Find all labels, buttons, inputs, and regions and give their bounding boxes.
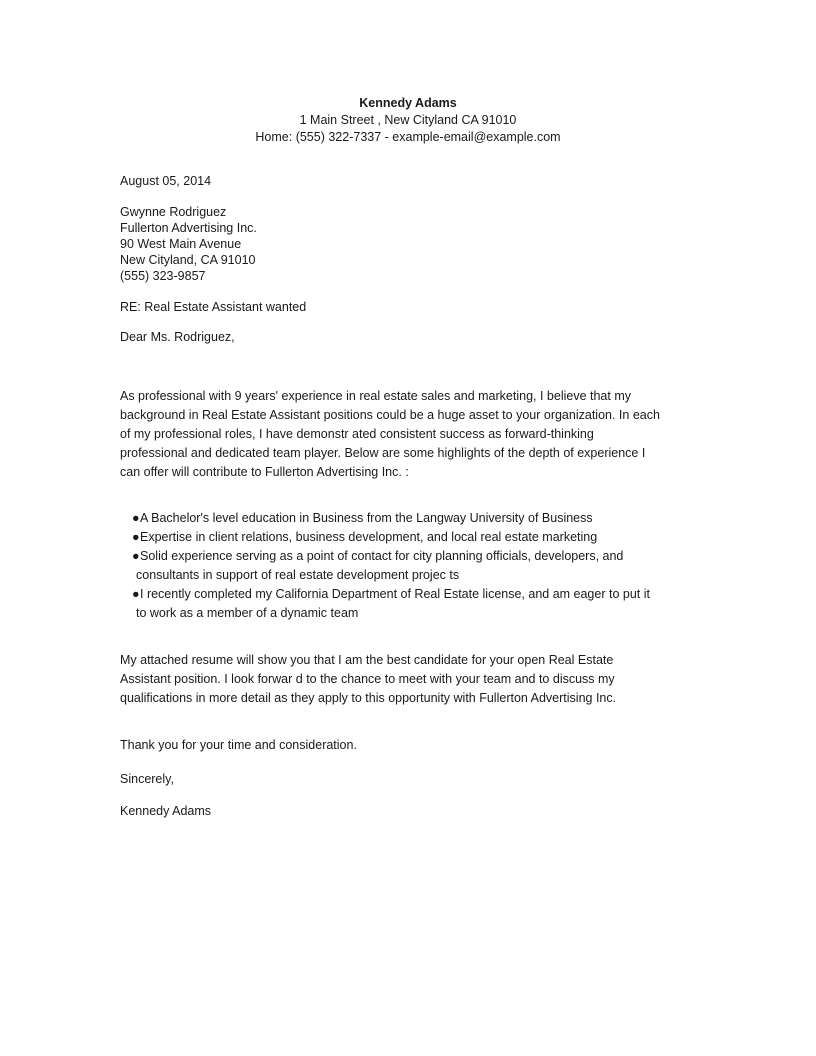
- intro-line: professional and dedicated team player. Below are some highlights of the depth of experience I: [120, 446, 646, 460]
- closing-line: qualifications in more detail as they apply to this opportunity with Fullerton Advertising Inc.: [120, 691, 617, 705]
- signature-name: Kennedy Adams: [120, 804, 212, 818]
- list-item-continuation: to work as a member of a dynamic team: [136, 606, 359, 620]
- list-item-text: I recently completed my California Department of Real Estate license, and am eager to put it: [140, 587, 650, 601]
- intro-line: can offer will contribute to Fullerton Advertising Inc. :: [120, 465, 409, 479]
- list-item-text: Solid experience serving as a point of contact for city planning officials, developers, and: [140, 549, 624, 563]
- list-item: [132, 509, 692, 528]
- recipient-street: 90 West Main Avenue: [120, 237, 242, 251]
- highlights-list: [132, 509, 692, 623]
- signoff: [120, 771, 700, 787]
- list-item: [132, 528, 692, 547]
- closing-line: Assistant position. I look forwar d to the chance to meet with your team and to discuss my: [120, 672, 615, 686]
- letterhead: [0, 95, 816, 146]
- list-item: [132, 547, 692, 585]
- list-item-continuation: consultants in support of real estate development projec ts: [136, 568, 460, 582]
- sender-address: 1 Main Street , New Cityland CA 91010: [299, 113, 517, 127]
- list-item-text: A Bachelor's level education in Business from the Langway University of Business: [140, 511, 593, 525]
- thanks-text: Thank you for your time and consideration.: [120, 738, 357, 752]
- sender-name: Kennedy Adams: [359, 96, 457, 110]
- re-line: [120, 299, 700, 315]
- recipient-block: [120, 204, 700, 284]
- intro-line: As professional with 9 years' experience in real estate sales and marketing, I believe that my: [120, 389, 631, 403]
- letter-date: [120, 173, 700, 189]
- bullet-icon: ●: [132, 511, 140, 525]
- recipient-name: Gwynne Rodriguez: [120, 205, 227, 219]
- closing-line: My attached resume will show you that I am the best candidate for your open Real Estate: [120, 653, 614, 667]
- salutation: [120, 329, 700, 345]
- sender-contact: Home: (555) 322-7337 - example-email@example.com: [255, 130, 561, 144]
- intro-line: of my professional roles, I have demonstr ated consistent success as forward-thinking: [120, 427, 594, 441]
- signature: [120, 803, 700, 819]
- list-item: [132, 585, 692, 623]
- recipient-phone: (555) 323-9857: [120, 269, 206, 283]
- thanks-line: [120, 737, 700, 753]
- intro-line: background in Real Estate Assistant positions could be a huge asset to your organization. In each: [120, 408, 660, 422]
- bullet-icon: ●: [132, 530, 140, 544]
- bullet-icon: ●: [132, 587, 140, 601]
- signoff-text: Sincerely,: [120, 772, 174, 786]
- re-line-text: RE: Real Estate Assistant wanted: [120, 300, 307, 314]
- recipient-city: New Cityland, CA 91010: [120, 253, 256, 267]
- bullet-icon: ●: [132, 549, 140, 563]
- list-item-text: Expertise in client relations, business development, and local real estate marketing: [140, 530, 598, 544]
- recipient-company: Fullerton Advertising Inc.: [120, 221, 257, 235]
- salutation-text: Dear Ms. Rodriguez,: [120, 330, 235, 344]
- intro-paragraph: [120, 387, 700, 482]
- closing-paragraph: [120, 651, 700, 708]
- date-text: August 05, 2014: [120, 174, 212, 188]
